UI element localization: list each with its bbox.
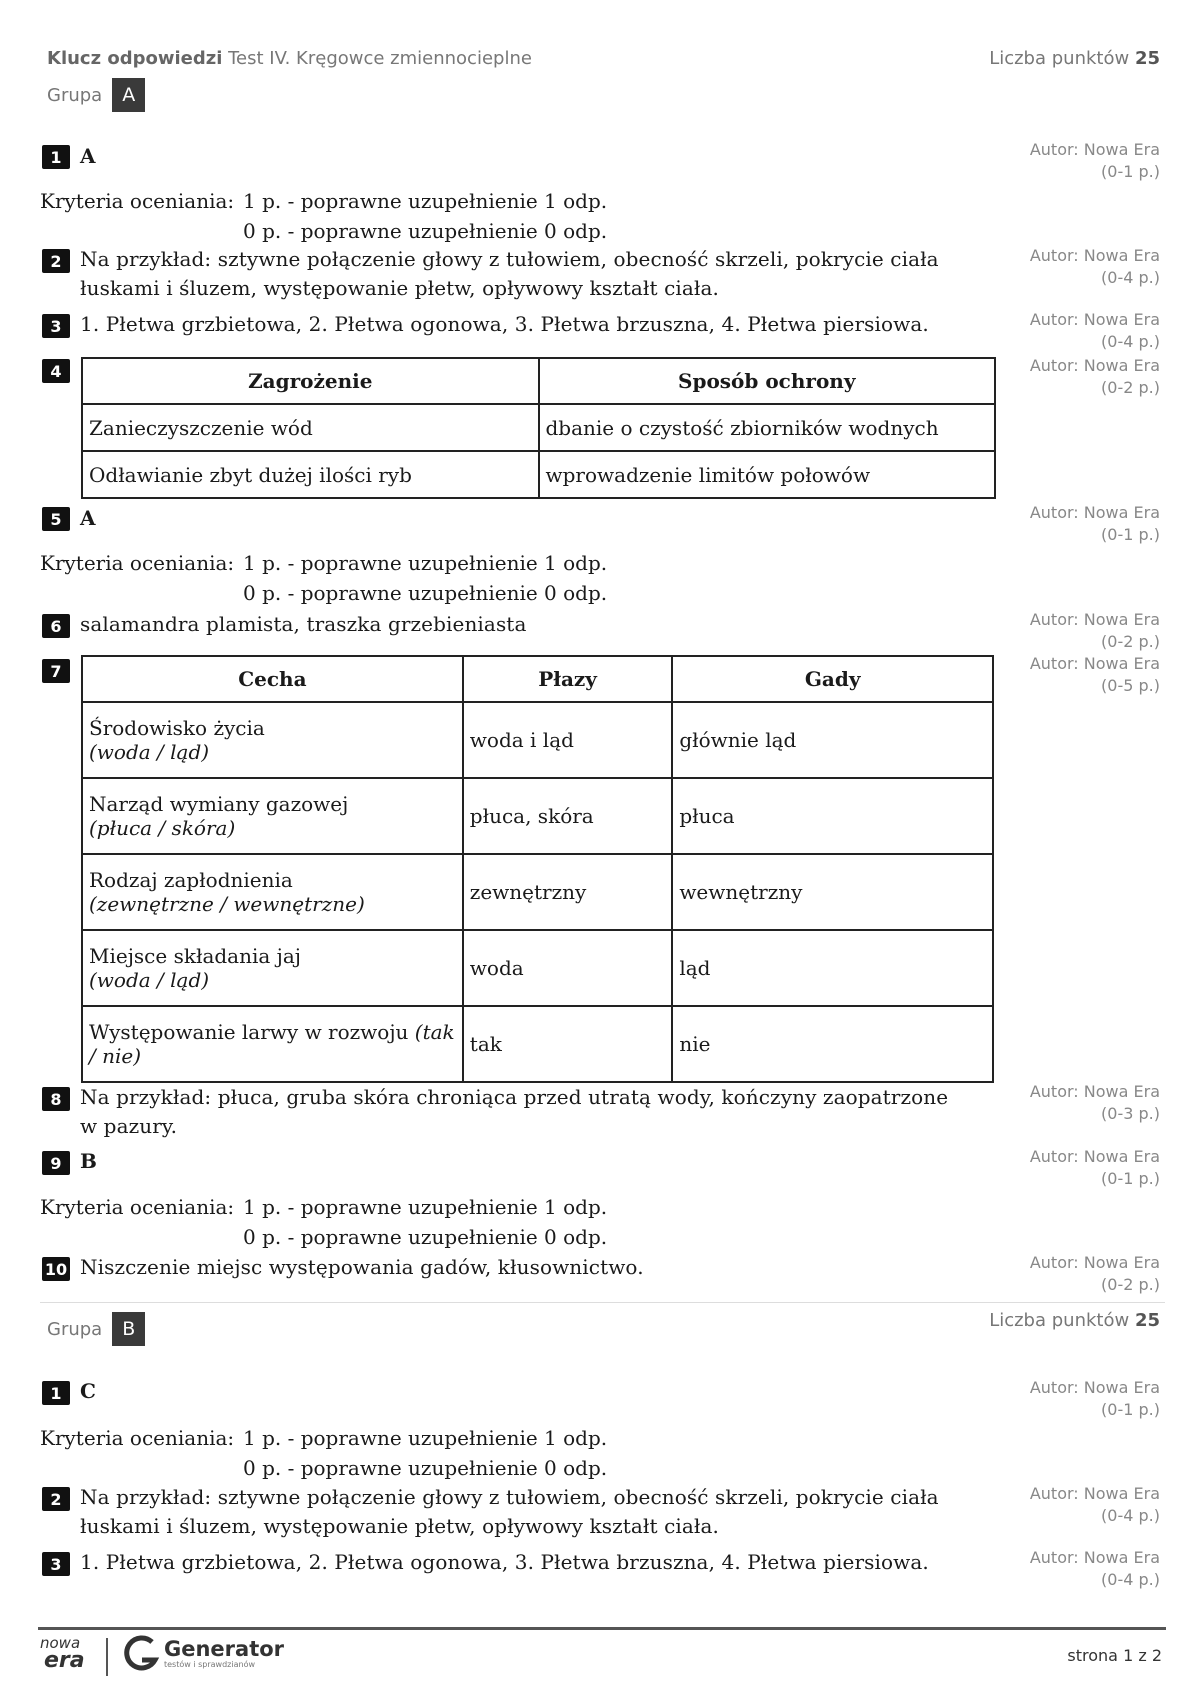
answer-b-q2: Na przykład: sztywne połączenie głowy z tułowiem, obecność skrzeli, pokrycie ciała łuskami i śluzem, występowanie płetw, opływowy kształt ciała. [80, 1485, 939, 1538]
criteria-q1: Kryteria oceniania: 1 p. - poprawne uzupełnienie 1 odp. [40, 189, 608, 213]
points-total: Liczba punktów 25 [989, 48, 1160, 69]
table-row [82, 1006, 993, 1082]
criteria-b-q1-line2: 0 p. - poprawne uzupełnienie 0 odp. [243, 1456, 608, 1480]
group-a-badge: A [112, 78, 145, 112]
question-number-10: 10 [42, 1257, 70, 1281]
table-cell: płuca [672, 778, 993, 854]
criteria-q1-line2: 0 p. - poprawne uzupełnienie 0 odp. [243, 219, 608, 243]
table-q4-header: Sposób ochrony [539, 358, 996, 404]
table-q7-header: Płazy [463, 656, 673, 702]
table-row [82, 404, 995, 451]
question-number-2: 2 [42, 249, 70, 273]
table-row [82, 778, 993, 854]
table-cell: wewnętrzny [672, 854, 993, 930]
table-cell: woda [463, 930, 673, 1006]
answer-q6: salamandra plamista, traszka grzebieniasta [80, 612, 527, 636]
footer-divider [38, 1627, 1166, 1630]
answer-b-q1: C [80, 1379, 97, 1403]
author-q2: Autor: Nowa Era (0-4 p.) [1029, 246, 1160, 287]
answer-q5: A [80, 506, 96, 530]
criteria-b-q1: Kryteria oceniania: 1 p. - poprawne uzupełnienie 1 odp. [40, 1426, 608, 1450]
answer-q10: Niszczenie miejsc występowania gadów, kłusownictwo. [80, 1255, 644, 1279]
page-number: strona 1 z 2 [1067, 1646, 1162, 1665]
author-q4: Autor: Nowa Era (0-2 p.) [1029, 356, 1160, 397]
author-q5: Autor: Nowa Era (0-1 p.) [1029, 503, 1160, 544]
table-cell: Zanieczyszczenie wód [82, 404, 539, 451]
question-number-8: 8 [42, 1087, 70, 1111]
table-cell: wprowadzenie limitów połowów [539, 451, 996, 498]
table-q7-header: Cecha [82, 656, 463, 702]
table-q7-header: Gady [672, 656, 993, 702]
table-cell: woda i ląd [463, 702, 673, 778]
table-cell: Miejsce składania jaj (woda / ląd) [82, 930, 463, 1006]
question-number-1: 1 [42, 145, 70, 169]
group-separator [40, 1302, 1165, 1303]
criteria-q5-line2: 0 p. - poprawne uzupełnienie 0 odp. [243, 581, 608, 605]
title-bold: Klucz odpowiedzi [47, 48, 223, 69]
question-number-5: 5 [42, 507, 70, 531]
author-q1: Autor: Nowa Era (0-1 p.) [1029, 140, 1160, 181]
answer-b-q3: 1. Płetwa grzbietowa, 2. Płetwa ogonowa, 3. Płetwa brzuszna, 4. Płetwa piersiowa. [80, 1550, 929, 1574]
table-cell: Narząd wymiany gazowej (płuca / skóra) [82, 778, 463, 854]
answer-q2: Na przykład: sztywne połączenie głowy z tułowiem, obecność skrzeli, pokrycie ciała łuskami i śluzem, występowanie płetw, opływowy kształt ciała. [80, 247, 939, 300]
answer-q9: B [80, 1149, 98, 1173]
title-rest: Test IV. Kręgowce zmiennocieplne [228, 48, 532, 69]
answer-q1: A [80, 144, 96, 168]
table-cell: ląd [672, 930, 993, 1006]
table-row [82, 451, 995, 498]
table-cell: głównie ląd [672, 702, 993, 778]
criteria-q5: Kryteria oceniania: 1 p. - poprawne uzupełnienie 1 odp. [40, 551, 608, 575]
table-cell: dbanie o czystość zbiorników wodnych [539, 404, 996, 451]
author-q6: Autor: Nowa Era (0-2 p.) [1029, 610, 1160, 651]
table-cell: tak [463, 1006, 673, 1082]
author-q10: Autor: Nowa Era (0-2 p.) [1029, 1253, 1160, 1294]
points-total-b: Liczba punktów 25 [989, 1310, 1160, 1331]
question-number-7: 7 [42, 659, 70, 683]
question-number-b2: 2 [42, 1487, 70, 1511]
author-q3: Autor: Nowa Era (0-4 p.) [1029, 310, 1160, 351]
group-a-label: Grupa A [47, 78, 145, 112]
answer-q3: 1. Płetwa grzbietowa, 2. Płetwa ogonowa, 3. Płetwa brzuszna, 4. Płetwa piersiowa. [80, 312, 929, 336]
generator-g-icon [122, 1634, 160, 1674]
question-number-9: 9 [42, 1151, 70, 1175]
table-cell: płuca, skóra [463, 778, 673, 854]
table-cell: Występowanie larwy w rozwoju (tak / nie) [82, 1006, 463, 1082]
table-q7 [81, 655, 994, 1083]
table-q4-header: Zagrożenie [82, 358, 539, 404]
table-cell: nie [672, 1006, 993, 1082]
criteria-q9-line2: 0 p. - poprawne uzupełnienie 0 odp. [243, 1225, 608, 1249]
document-title [47, 48, 532, 69]
generator-logo: Generator testów i sprawdzianów [122, 1634, 284, 1674]
table-cell: Środowisko życia (woda / ląd) [82, 702, 463, 778]
author-q8: Autor: Nowa Era (0-3 p.) [1029, 1082, 1160, 1123]
table-row [82, 930, 993, 1006]
question-number-6: 6 [42, 614, 70, 638]
group-b-label: Grupa B [47, 1312, 145, 1346]
author-q7: Autor: Nowa Era (0-5 p.) [1029, 654, 1160, 695]
table-cell: zewnętrzny [463, 854, 673, 930]
question-number-b3: 3 [42, 1552, 70, 1576]
author-b-q2: Autor: Nowa Era (0-4 p.) [1029, 1484, 1160, 1525]
answer-q8: Na przykład: płuca, gruba skóra chroniąca przed utratą wody, kończyny zaopatrzone w pazury. [80, 1085, 949, 1138]
author-b-q3: Autor: Nowa Era (0-4 p.) [1029, 1548, 1160, 1589]
criteria-q9: Kryteria oceniania: 1 p. - poprawne uzupełnienie 1 odp. [40, 1195, 608, 1219]
question-number-3: 3 [42, 314, 70, 338]
author-b-q1: Autor: Nowa Era (0-1 p.) [1029, 1378, 1160, 1419]
table-cell: Odławianie zbyt dużej ilości ryb [82, 451, 539, 498]
table-cell: Rodzaj zapłodnienia (zewnętrzne / wewnętrzne) [82, 854, 463, 930]
table-row [82, 702, 993, 778]
table-row [82, 854, 993, 930]
author-q9: Autor: Nowa Era (0-1 p.) [1029, 1147, 1160, 1188]
logo-divider [106, 1638, 108, 1676]
table-q4 [81, 357, 996, 499]
group-b-badge: B [112, 1312, 145, 1346]
question-number-4: 4 [42, 359, 70, 383]
nowa-era-logo: nowa era [40, 1634, 85, 1673]
question-number-b1: 1 [42, 1381, 70, 1405]
